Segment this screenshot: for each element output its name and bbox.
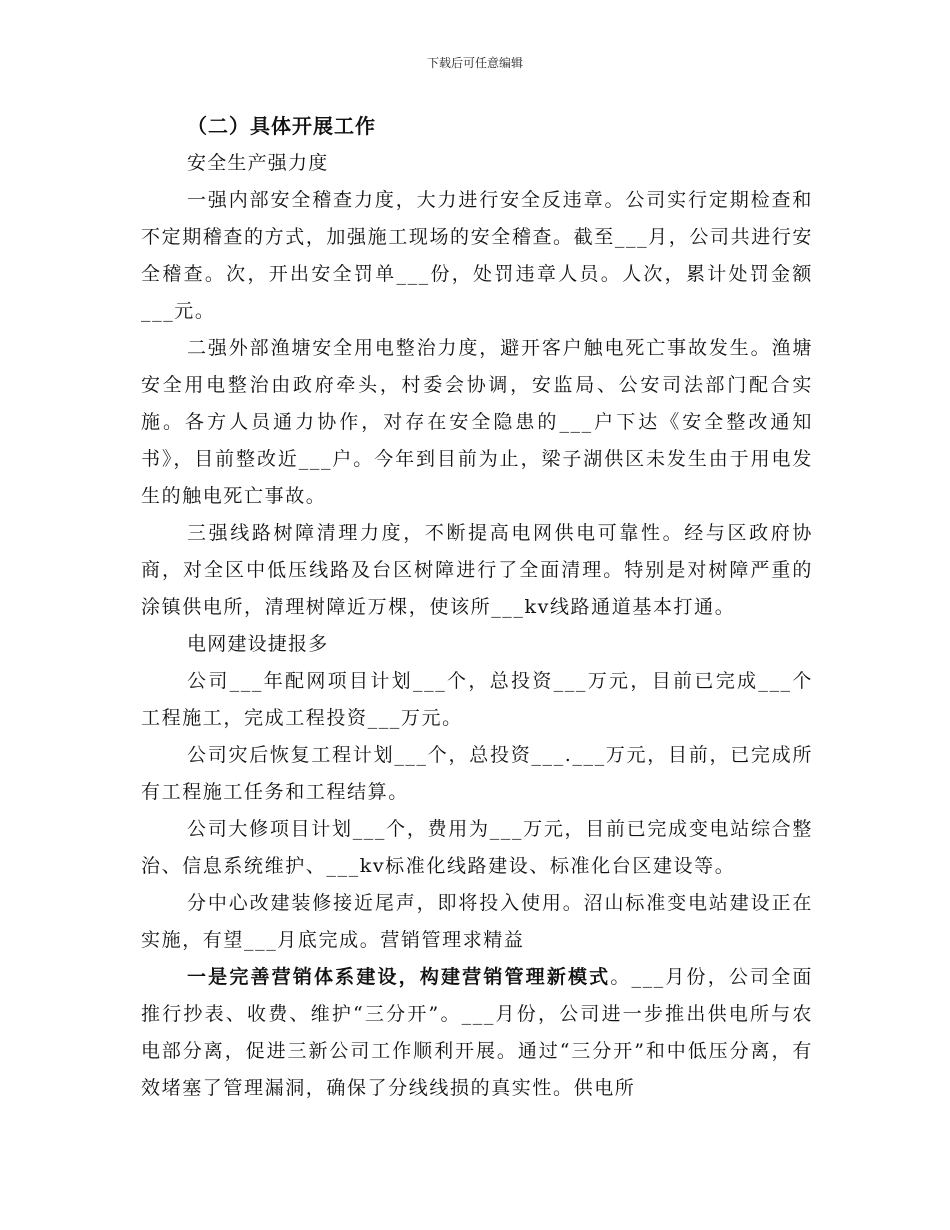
paragraph-marketing bbox=[141, 959, 813, 1107]
paragraph-recovery-projects: 公司灾后恢复工程计划___个，总投资___.___万元，目前，已完成所有工程施工任务和工程结算。 bbox=[141, 744, 813, 803]
paragraph-substation: 分中心改建装修接近尾声，即将投入使用。沼山标准变电站建设正在实施，有望___月底完成。营销管理求精益 bbox=[141, 892, 813, 951]
section-heading: （二）具体开展工作 bbox=[187, 114, 376, 138]
subheading-safety: 安全生产强力度 bbox=[187, 152, 329, 174]
marketing-lead-bold: 一是完善营销体系建设，构建营销管理新模式 bbox=[187, 966, 611, 988]
paragraph-internal-safety: 一强内部安全稽查力度，大力进行安全反违章。公司实行定期检查和不定期稽查的方式，加强施工现场的安全稽查。截至___月，公司共进行安全稽查。次，开出安全罚单___份，处罚违章人员。人次，累计处罚金额___元。 bbox=[141, 189, 813, 322]
paragraph-fishpond-safety: 二强外部渔塘安全用电整治力度，避开客户触电死亡事故发生。渔塘安全用电整治由政府牵头，村委会协调，安监局、公安司法部门配合实施。各方人员通力协作，对存在安全隐患的___户下达《安全整改通知书》，目前整改近___户。今年到目前为止，梁子湖供区未发生由于用电发生的触电死亡事故。 bbox=[141, 337, 813, 507]
page-header: 下载后可任意编辑 bbox=[426, 56, 523, 70]
paragraph-tree-clearing: 三强线路树障清理力度，不断提高电网供电可靠性。经与区政府协商，对全区中低压线路及台区树障进行了全面清理。特别是对树障严重的涂镇供电所，清理树障近万棵，使该所___kv线路通道基本打通。 bbox=[141, 522, 813, 618]
document-body bbox=[141, 108, 813, 1107]
paragraph-overhaul-projects: 公司大修项目计划___个，费用为___万元，目前已完成变电站综合整治、信息系统维护、___kv标准化线路建设、标准化台区建设等。 bbox=[141, 818, 813, 877]
subheading-grid: 电网建设捷报多 bbox=[187, 633, 329, 655]
paragraph-distribution-projects: 公司___年配网项目计划___个，总投资___万元，目前已完成___个工程施工，完成工程投资___万元。 bbox=[141, 670, 813, 729]
marketing-text: 。___月份，公司全面推行抄表、收费、维护“三分开”。___月份，公司进一步推出供电所与农电部分离，促进三新公司工作顺利开展。通过“三分开”和中低压分离，有效堵塞了管理漏洞，确保了分线线损的真实性。供电所 bbox=[141, 966, 813, 1099]
